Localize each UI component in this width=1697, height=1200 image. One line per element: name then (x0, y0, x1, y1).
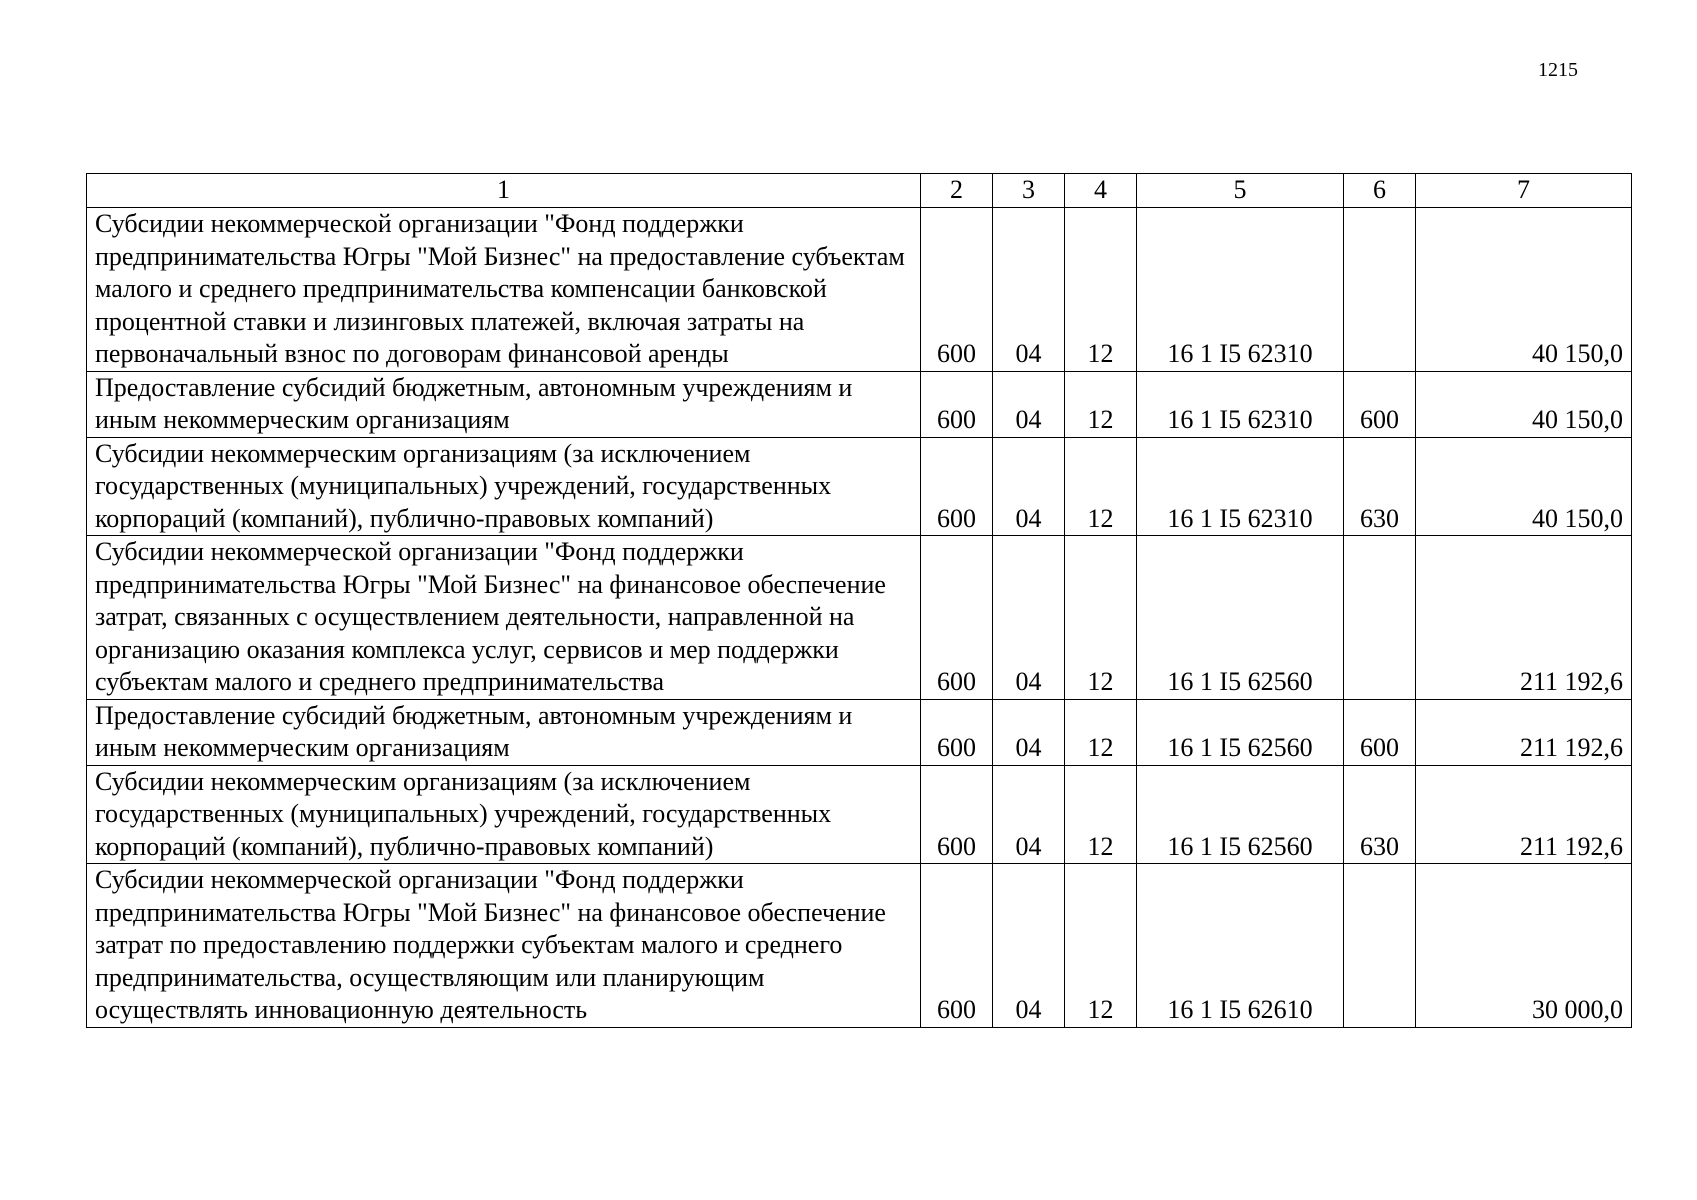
row-cell-3: 04 (993, 371, 1065, 437)
row-cell-2: 600 (921, 765, 993, 864)
table-row (87, 864, 1632, 1028)
table-row (87, 765, 1632, 864)
row-cell-6: 630 (1344, 765, 1416, 864)
row-name-cell: Субсидии некоммерческим организациям (за исключением государственных (муниципальных) учреждений, государственных корпораций (компаний), публично-правовых компаний) (87, 765, 921, 864)
row-name-cell: Субсидии некоммерческой организации "Фонд поддержки предпринимательства Югры "Мой Бизнес" на предоставление субъектам малого и среднего предпринимательства компенсации банковской процентной ставки и лизинговых платежей, включая затраты на первоначальный взнос по договорам финансовой аренды (87, 208, 921, 372)
row-cell-6: 630 (1344, 437, 1416, 536)
table-row (87, 437, 1632, 536)
row-cell-5: 16 1 I5 62560 (1137, 536, 1344, 700)
row-cell-5: 16 1 I5 62610 (1137, 864, 1344, 1028)
page-number: 1215 (1538, 59, 1578, 81)
header-cell-4: 4 (1065, 174, 1137, 208)
budget-table (86, 173, 1632, 1028)
row-cell-5: 16 1 I5 62560 (1137, 765, 1344, 864)
row-name-cell: Субсидии некоммерческой организации "Фонд поддержки предпринимательства Югры "Мой Бизнес" на финансовое обеспечение затрат, связанных с осуществлением деятельности, направленной на организацию оказания комплекса услуг, сервисов и мер поддержки субъектам малого и среднего предпринимательства (87, 536, 921, 700)
header-cell-3: 3 (993, 174, 1065, 208)
row-cell-3: 04 (993, 536, 1065, 700)
row-cell-6 (1344, 536, 1416, 700)
header-cell-5: 5 (1137, 174, 1344, 208)
header-cell-6: 6 (1344, 174, 1416, 208)
row-cell-6 (1344, 208, 1416, 372)
row-cell-5: 16 1 I5 62310 (1137, 371, 1344, 437)
row-amount-cell: 40 150,0 (1416, 437, 1632, 536)
header-cell-2: 2 (921, 174, 993, 208)
row-amount-cell: 40 150,0 (1416, 208, 1632, 372)
table-row (87, 536, 1632, 700)
row-cell-3: 04 (993, 765, 1065, 864)
table-row (87, 371, 1632, 437)
table-header-row (87, 174, 1632, 208)
row-cell-2: 600 (921, 536, 993, 700)
row-cell-3: 04 (993, 864, 1065, 1028)
row-name-cell: Субсидии некоммерческой организации "Фонд поддержки предпринимательства Югры "Мой Бизнес" на финансовое обеспечение затрат по предоставлению поддержки субъектам малого и среднего предпринимательства, осуществляющим или планирующим осуществлять инновационную деятельность (87, 864, 921, 1028)
row-cell-5: 16 1 I5 62560 (1137, 699, 1344, 765)
row-cell-2: 600 (921, 371, 993, 437)
header-cell-1: 1 (87, 174, 921, 208)
row-amount-cell: 211 192,6 (1416, 699, 1632, 765)
row-cell-6: 600 (1344, 699, 1416, 765)
row-amount-cell: 30 000,0 (1416, 864, 1632, 1028)
row-cell-2: 600 (921, 437, 993, 536)
header-cell-7: 7 (1416, 174, 1632, 208)
row-cell-3: 04 (993, 699, 1065, 765)
row-name-cell: Предоставление субсидий бюджетным, автономным учреждениям и иным некоммерческим организациям (87, 699, 921, 765)
row-cell-3: 04 (993, 437, 1065, 536)
row-cell-2: 600 (921, 699, 993, 765)
row-cell-5: 16 1 I5 62310 (1137, 208, 1344, 372)
row-cell-6 (1344, 864, 1416, 1028)
row-cell-4: 12 (1065, 699, 1137, 765)
row-cell-4: 12 (1065, 437, 1137, 536)
row-cell-3: 04 (993, 208, 1065, 372)
row-amount-cell: 211 192,6 (1416, 536, 1632, 700)
row-cell-4: 12 (1065, 536, 1137, 700)
row-cell-4: 12 (1065, 371, 1137, 437)
table-row (87, 699, 1632, 765)
row-name-cell: Предоставление субсидий бюджетным, автономным учреждениям и иным некоммерческим организациям (87, 371, 921, 437)
row-cell-2: 600 (921, 864, 993, 1028)
row-amount-cell: 211 192,6 (1416, 765, 1632, 864)
row-cell-6: 600 (1344, 371, 1416, 437)
row-cell-4: 12 (1065, 864, 1137, 1028)
row-cell-5: 16 1 I5 62310 (1137, 437, 1344, 536)
row-cell-4: 12 (1065, 765, 1137, 864)
row-cell-4: 12 (1065, 208, 1137, 372)
row-name-cell: Субсидии некоммерческим организациям (за исключением государственных (муниципальных) учреждений, государственных корпораций (компаний), публично-правовых компаний) (87, 437, 921, 536)
row-cell-2: 600 (921, 208, 993, 372)
row-amount-cell: 40 150,0 (1416, 371, 1632, 437)
table-row (87, 208, 1632, 372)
